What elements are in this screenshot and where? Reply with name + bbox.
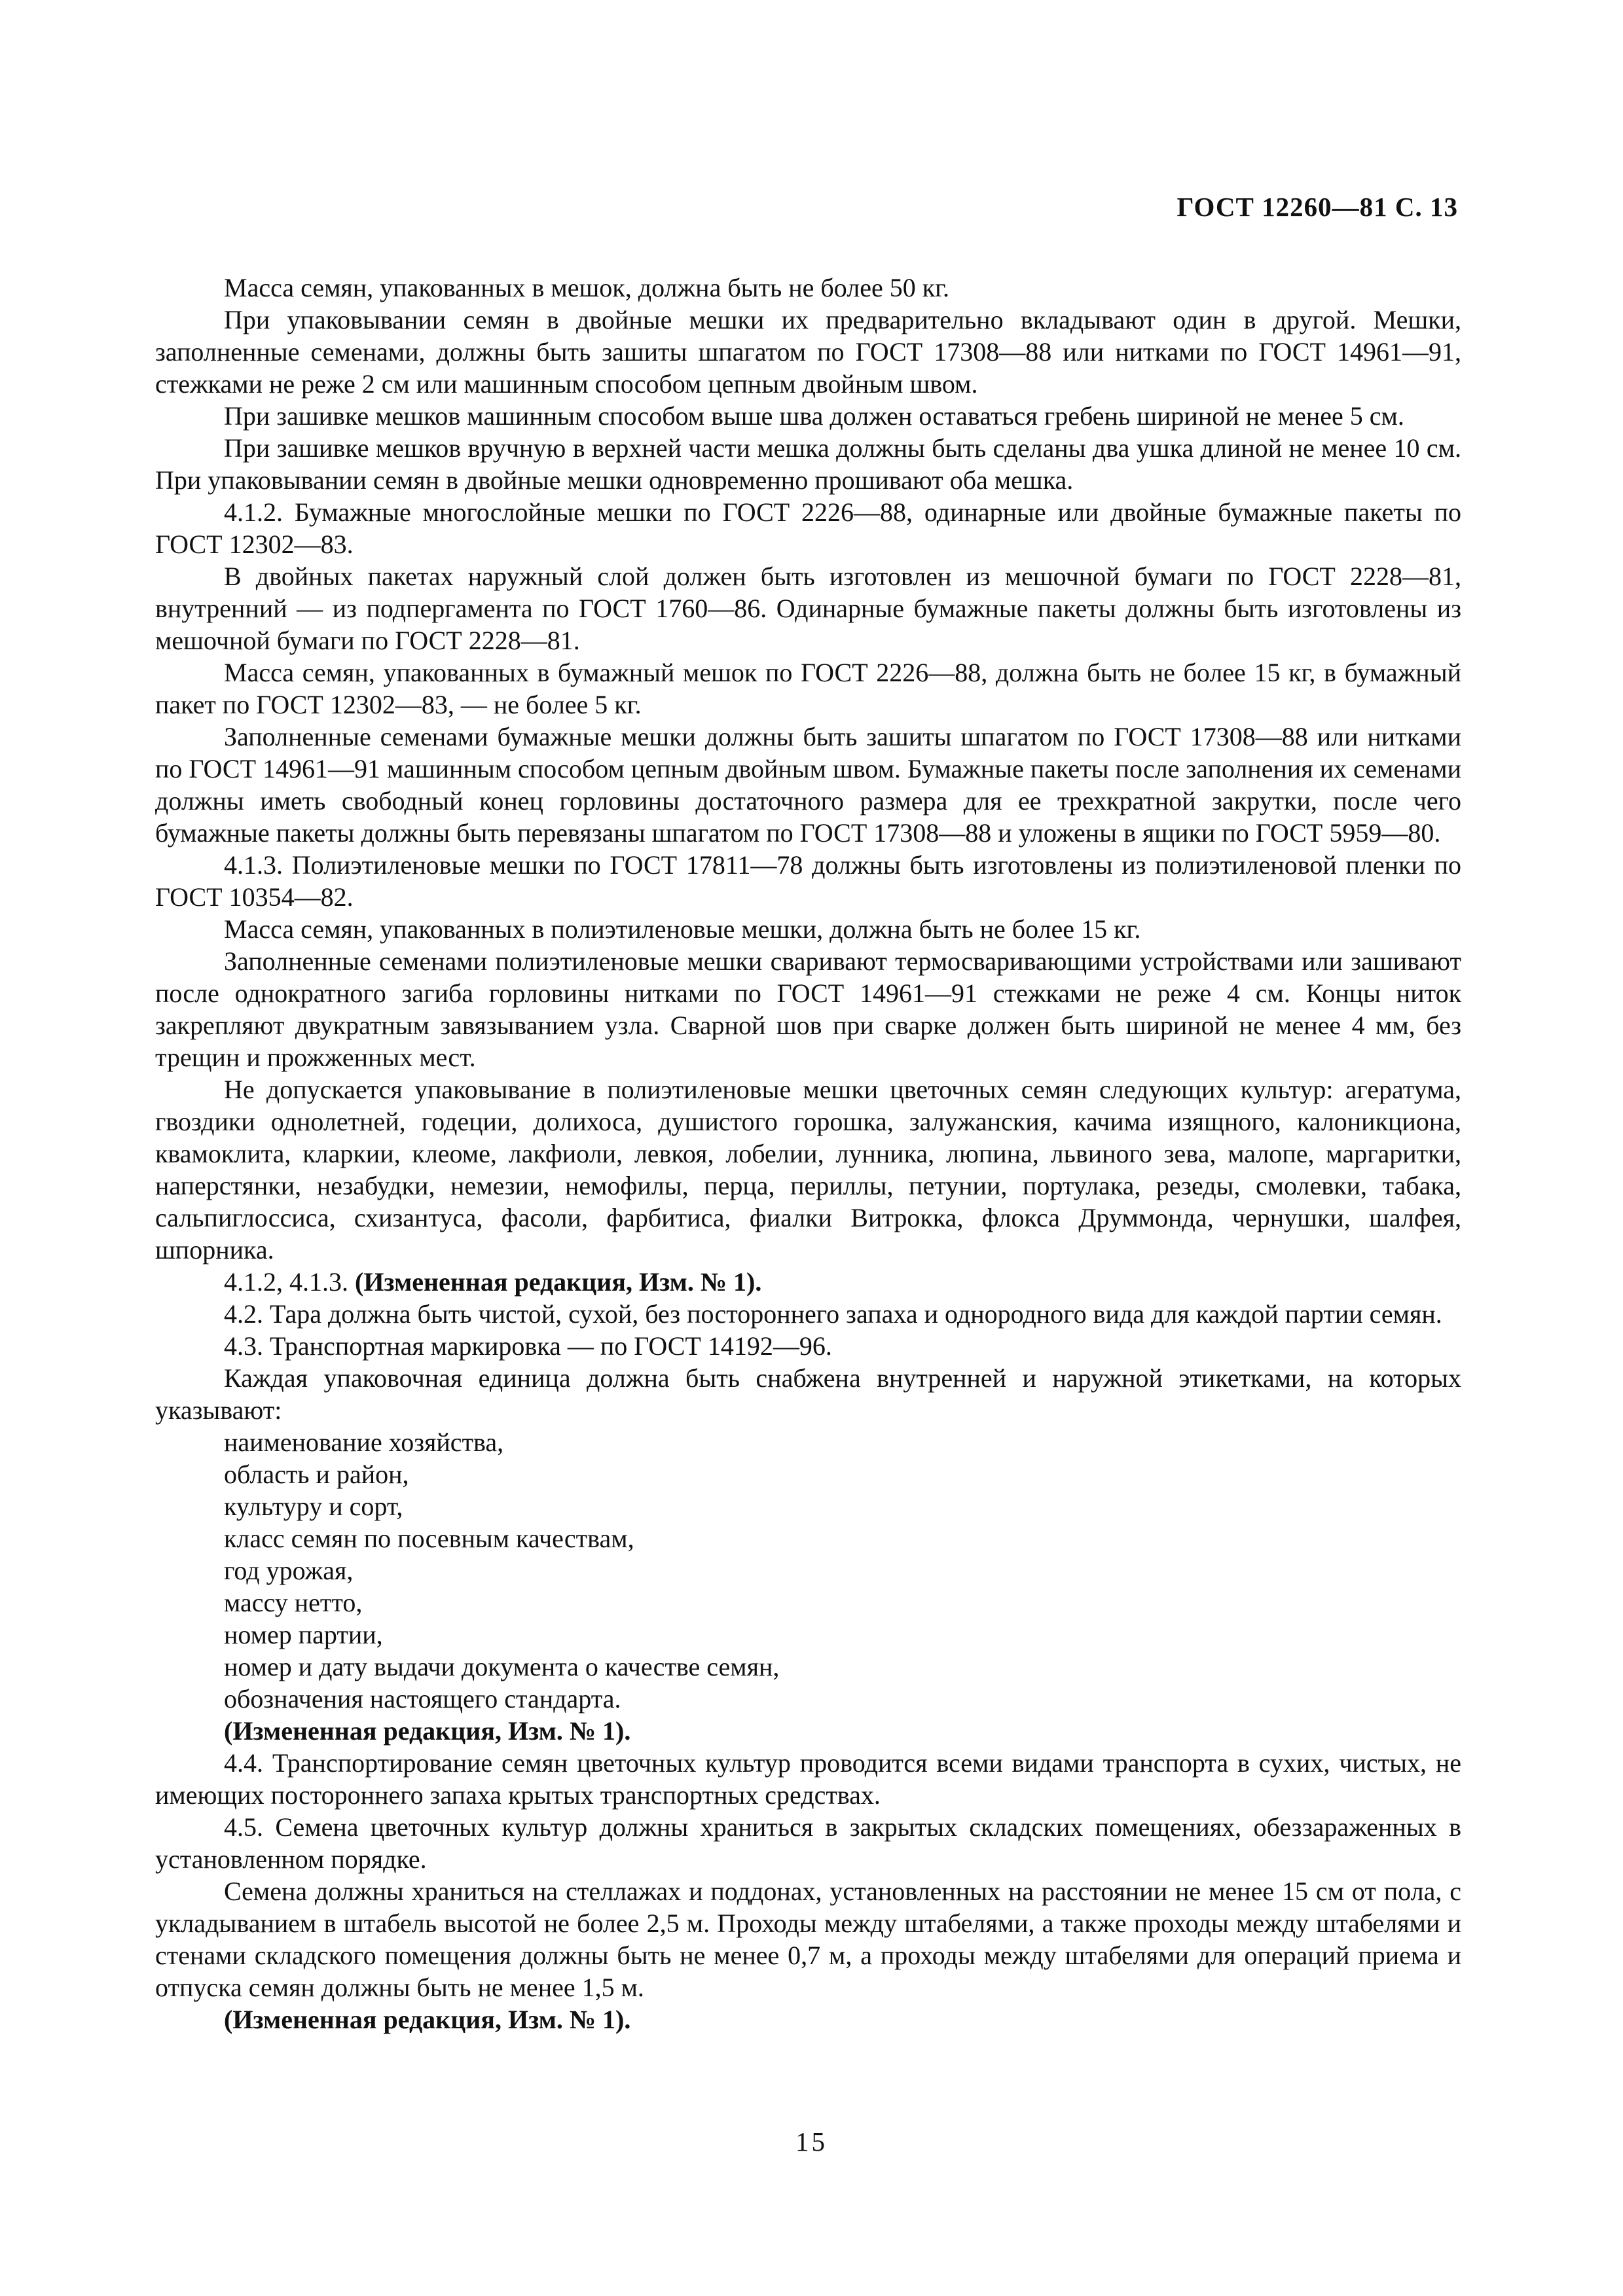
paragraph: При зашивке мешков машинным способом выше шва должен оставаться гребень шириной не менее 5 см. — [224, 401, 1404, 431]
paragraph: При зашивке мешков вручную в верхней части мешка должны быть сделаны два ушка длиной не менее 10 см. При упаковывании семян в двойные мешки одновременно прошивают оба мешка. — [155, 433, 1461, 495]
paragraph: Масса семян, упакованных в бумажный мешок по ГОСТ 2226—88, должна быть не более 15 кг, в бумажный пакет по ГОСТ 12302—83, — не более 5 кг. — [155, 658, 1461, 719]
paragraph: 4.5. Семена цветочных культур должны храниться в закрытых складских помещениях, обеззараженных в установленном порядке. — [155, 1812, 1461, 1874]
list-item: наименование хозяйства, — [224, 1427, 504, 1457]
paragraph: При упаковывании семян в двойные мешки их предварительно вкладывают один в другой. Мешки, заполненные семенами, должны быть зашиты шпагатом по ГОСТ 17308—88 или нитками по ГОСТ 14961—91, стежками не реже 2 см или машинным способом цепным двойным швом. — [155, 305, 1461, 399]
list-item: культуру и сорт, — [224, 1492, 403, 1521]
list-item: массу нетто, — [224, 1588, 363, 1617]
paragraph: Заполненные семенами бумажные мешки должны быть зашиты шпагатом по ГОСТ 17308—88 или нитками по ГОСТ 14961—91 машинным способом цепным двойным швом. Бумажные пакеты после заполнения их семенами должны иметь свободный конец горловины достаточного размера для ее трехкратной закрутки, после чего бумажные пакеты должны быть перевязаны шпагатом по ГОСТ 17308—88 и уложены в ящики по ГОСТ 5959—80. — [155, 722, 1461, 848]
amendment-text: (Измененная редакция, Изм. № 1). — [224, 2005, 631, 2034]
label-items-list — [155, 1426, 1461, 1715]
paragraph: 4.2. Тара должна быть чистой, сухой, без постороннего запаха и однородного вида для каждой партии семян. — [224, 1299, 1442, 1329]
amendment-text: (Измененная редакция, Изм. № 1). — [224, 1716, 631, 1746]
paragraph: 4.1.3. Полиэтиленовые мешки по ГОСТ 17811—78 должны быть изготовлены из полиэтиленовой пленки по ГОСТ 10354—82. — [155, 850, 1461, 912]
paragraph: Семена должны храниться на стеллажах и поддонах, установленных на расстоянии не менее 15 см от пола, с укладыванием в штабель высотой не более 2,5 м. Проходы между штабелями, а также проходы между штабелями и стенами складского помещения должны быть не менее 0,7 м, а проходы между штабелями для операций приема и отпуска семян должны быть не менее 1,5 м. — [155, 1876, 1461, 2002]
paragraph: Масса семян, упакованных в мешок, должна быть не более 50 кг. — [224, 273, 950, 302]
list-item: номер и дату выдачи документа о качестве семян, — [224, 1652, 780, 1681]
paragraph: 4.4. Транспортирование семян цветочных культур проводится всеми видами транспорта в сухих, чистых, не имеющих постороннего запаха крытых транспортных средствах. — [155, 1748, 1461, 1810]
paragraph: В двойных пакетах наружный слой должен быть изготовлен из мешочной бумаги по ГОСТ 2228—81, внутренний — из подпергамента по ГОСТ 1760—86. Одинарные бумажные пакеты должны быть изготовлены из мешочной бумаги по ГОСТ 2228—81. — [155, 562, 1461, 655]
list-item: год урожая, — [224, 1556, 354, 1585]
paragraph: Масса семян, упакованных в полиэтиленовые мешки, должна быть не более 15 кг. — [224, 914, 1141, 944]
list-item: область и район, — [224, 1460, 409, 1489]
paragraph: 4.3. Транспортная маркировка — по ГОСТ 14192—96. — [224, 1331, 832, 1361]
document-body — [155, 272, 1461, 2036]
amendment-note — [155, 1715, 1461, 1747]
paragraph: 4.1.2. Бумажные многослойные мешки по ГОСТ 2226—88, одинарные или двойные бумажные пакеты по ГОСТ 12302—83. — [155, 497, 1461, 559]
paragraph: Каждая упаковочная единица должна быть снабжена внутренней и наружной этикетками, на которых указывают: — [155, 1363, 1461, 1425]
list-item: номер партии, — [224, 1620, 383, 1649]
amendment-text: (Измененная редакция, Изм. № 1). — [355, 1267, 762, 1297]
list-item: обозначения настоящего стандарта. — [224, 1684, 621, 1713]
page-header: ГОСТ 12260—81 С. 13 — [1176, 192, 1458, 222]
paragraph: Не допускается упаковывание в полиэтиленовые мешки цветочных семян следующих культур: агератума, гвоздики однолетней, годеции, долихоса, душистого горошка, залужанския, качима изящного, калоникциона, квамоклита, кларкии, клеоме, лакфиоли, левкоя, лобелии, лунника, люпина, львиного зева, малопе, маргаритки, наперстянки, незабудки, немезии, немофилы, перца, периллы, петунии, портулака, резеды, смолевки, табака, сальпиглоссиса, схизантуса, фасоли, фарбитиса, фиалки Витрокка, флокса Друммонда, чернушки, шалфея, шпорника. — [155, 1075, 1461, 1265]
amendment-note — [155, 1266, 1461, 1298]
list-item: класс семян по посевным качествам, — [224, 1524, 634, 1553]
amendment-ref: 4.1.2, 4.1.3. — [224, 1267, 355, 1297]
page-number: 15 — [795, 2126, 828, 2157]
amendment-note — [155, 2003, 1461, 2036]
paragraph: Заполненные семенами полиэтиленовые мешки сваривают термосваривающими устройствами или зашивают после однократного загиба горловины нитками по ГОСТ 14961—91 стежками не реже 4 см. Концы ниток закрепляют двукратным завязыванием узла. Сварной шов при сварке должен быть шириной не менее 4 мм, без трещин и прожженных мест. — [155, 946, 1461, 1072]
